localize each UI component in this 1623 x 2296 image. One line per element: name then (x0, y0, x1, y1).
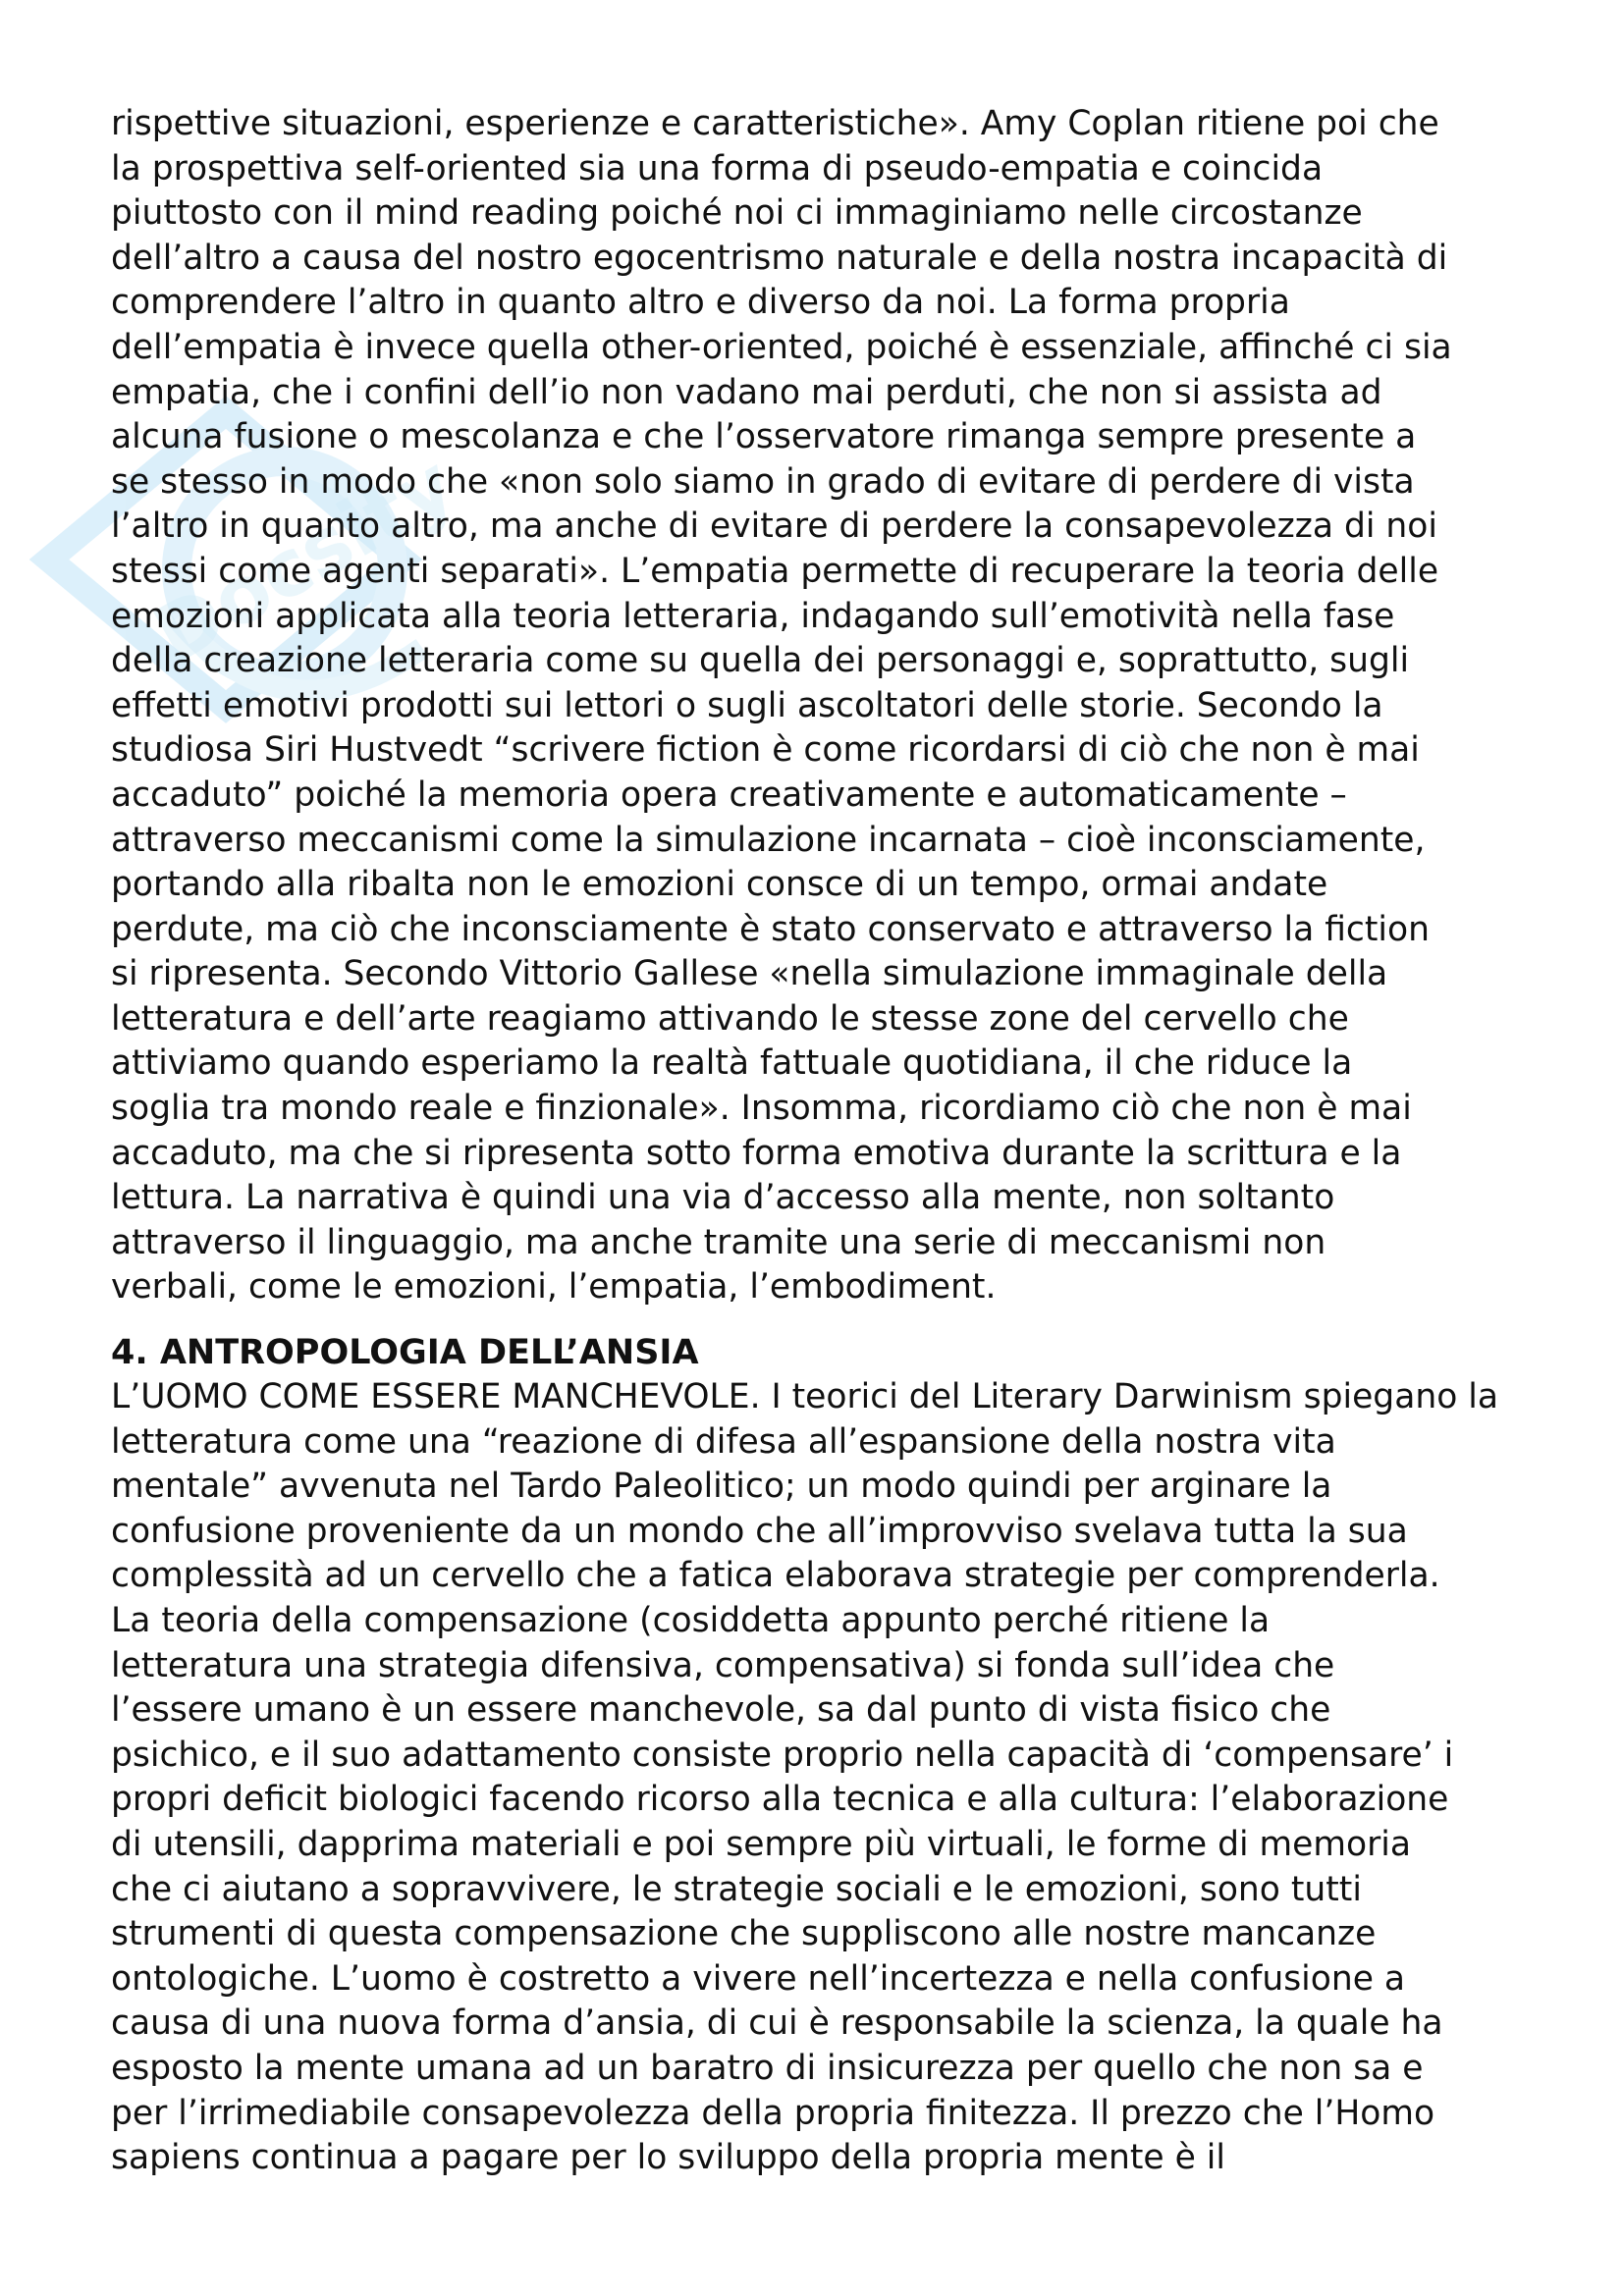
text-line: letteratura come una “reazione di difesa all’espansione della nostra vita (111, 1421, 1336, 1462)
text-line: alcuna fusione o mescolanza e che l’osservatore rimanga sempre presente a (111, 417, 1417, 457)
text-line: studiosa Siri Hustvedt “scrivere fiction è come ricordarsi di ciò che non è mai (111, 730, 1420, 771)
watermark-text: Docsity (138, 438, 469, 681)
text-line: esposto la mente umana ad un baratro di insicurezza per quello che non sa e (111, 2048, 1424, 2088)
text-line: verbali, come le emozioni, l’empatia, l’embodiment. (111, 1267, 997, 1308)
text-line: l’altro in quanto altro, ma anche di evitare di perdere la consapevolezza di noi (111, 507, 1437, 547)
text-line: lettura. La narrativa è quindi una via d’accesso alla mente, non soltanto (111, 1178, 1335, 1218)
text-line: attiviamo quando esperiamo la realtà fattuale quotidiana, il che riduce la (111, 1043, 1353, 1084)
text-line: La teoria della compensazione (cosiddetta appunto perché ritiene la (111, 1601, 1271, 1640)
text-line: della creazione letteraria come su quella dei personaggi e, soprattutto, sugli (111, 641, 1410, 681)
text-line: piuttosto con il mind reading poiché noi ci immaginiamo nelle circostanze (111, 193, 1363, 234)
text-line: sapiens continua a pagare per lo sviluppo della propria mente è il (111, 2138, 1225, 2178)
text-line: letteratura una strategia difensiva, compensativa) si fonda sull’idea che (111, 1645, 1335, 1685)
text-line: per l’irrimediabile consapevolezza della propria finitezza. Il prezzo che l’Homo (111, 2093, 1435, 2133)
text-line: mentale” avvenuta nel Tardo Paleolitico; un modo quindi per arginare la (111, 1467, 1332, 1507)
text-line: rispettive situazioni, esperienze e caratteristiche». Amy Coplan ritiene poi che (111, 104, 1439, 143)
text-line: letteratura e dell’arte reagiamo attivando le stesse zone del cervello che (111, 998, 1349, 1039)
text-line: perdute, ma ciò che inconsciamente è stato conservato e attraverso la fiction (111, 909, 1430, 949)
text-line: soglia tra mondo reale e finzionale». Insomma, ricordiamo ciò che non è mai (111, 1089, 1412, 1129)
text-line: portando alla ribalta non le emozioni consce di un tempo, ormai andate (111, 865, 1328, 905)
text-line: dell’altro a causa del nostro egocentrismo naturale e della nostra incapacità di (111, 238, 1448, 278)
text-line: accaduto” poiché la memoria opera creativamente e automaticamente – (111, 774, 1347, 815)
text-line: di utensili, dapprima materiali e poi sempre più virtuali, le forme di memoria (111, 1824, 1412, 1864)
text-line: l’essere umano è un essere manchevole, sa dal punto di vista fisico che (111, 1690, 1331, 1731)
text-line: strumenti di questa compensazione che suppliscono alle nostre mancanze (111, 1914, 1377, 1954)
text-line: propri deficit biologici facendo ricorso alla tecnica e alla cultura: l’elaborazione (111, 1780, 1449, 1820)
text-line: se stesso in modo che «non solo siamo in grado di evitare di perdere di vista (111, 461, 1415, 502)
text-line: stessi come agenti separati». L’empatia permette di recuperare la teoria delle (111, 551, 1439, 591)
section-heading: 4. ANTROPOLOGIA DELL’ANSIA (111, 1333, 699, 1373)
document-page (111, 102, 1535, 2181)
text-line: causa di una nuova forma d’ansia, di cui è responsabile la scienza, la quale ha (111, 2003, 1443, 2044)
text-line: attraverso meccanismi come la simulazione incarnata – cioè inconsciamente, (111, 820, 1426, 860)
text-line: comprendere l’altro in quanto altro e diverso da noi. La forma propria (111, 283, 1290, 323)
text-line: psichico, e il suo adattamento consiste proprio nella capacità di ‘compensare’ i (111, 1735, 1454, 1775)
paragraph-anxiety (111, 1375, 1535, 2181)
text-line: L’UOMO COME ESSERE MANCHEVOLE. I teorici del Literary Darwinism spiegano la (111, 1377, 1499, 1417)
text-line: si ripresenta. Secondo Vittorio Gallese «nella simulazione immaginale della (111, 954, 1388, 994)
text-line: attraverso il linguaggio, ma anche tramite una serie di meccanismi non (111, 1222, 1326, 1262)
text-line: confusione proveniente da un mondo che all’improvviso svelava tutta la sua (111, 1511, 1408, 1551)
text-line: dell’empatia è invece quella other-oriented, poiché è essenziale, affinché ci sia (111, 327, 1452, 367)
text-line: emozioni applicata alla teoria letteraria, indagando sull’emotività nella fase (111, 596, 1395, 636)
text-line: che ci aiutano a sopravvivere, le strategie sociali e le emozioni, sono tutti (111, 1869, 1362, 1909)
text-line: effetti emotivi prodotti sui lettori o sugli ascoltatori delle storie. Secondo la (111, 685, 1383, 725)
text-line: ontologiche. L’uomo è costretto a vivere nell’incertezza e nella confusione a (111, 1958, 1406, 1999)
text-line: empatia, che i confini dell’io non vadano mai perduti, che non si assista ad (111, 372, 1382, 412)
text-line: complessità ad un cervello che a fatica elaborava strategie per comprenderla. (111, 1556, 1440, 1596)
text-line: la prospettiva self-oriented sia una forma di pseudo-empatia e coincida (111, 148, 1324, 188)
paragraph-empathy (111, 102, 1535, 1310)
text-line: accaduto, ma che si ripresenta sotto forma emotiva durante la scrittura e la (111, 1133, 1402, 1173)
